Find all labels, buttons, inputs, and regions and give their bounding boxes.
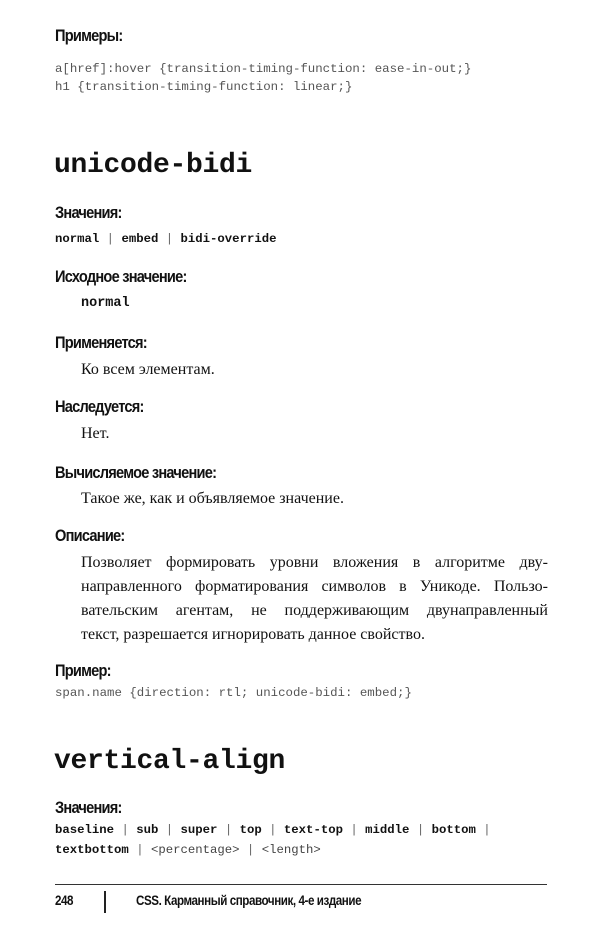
inherited-heading: Наследуется: — [55, 397, 144, 416]
value-placeholder: <length> — [261, 843, 321, 857]
applies-value: Ко всем элементам. — [81, 361, 215, 378]
values-list — [55, 232, 276, 246]
example-code: span.name {direction: rtl; unicode-bidi: embed;} — [55, 686, 412, 700]
values-list-line2: textbottom | <percentage> | <length> — [55, 843, 321, 857]
value-keyword: textbottom — [55, 843, 129, 857]
value-keyword: bottom — [431, 823, 476, 837]
footer-separator — [104, 891, 106, 913]
applies-heading: Применяется: — [55, 333, 147, 352]
computed-heading: Вычисляемое значение: — [55, 463, 217, 482]
initial-heading: Исходное значение: — [55, 267, 187, 286]
description-line: вательским агентам, не поддерживающим двунаправленный — [81, 602, 548, 619]
book-title: CSS. Карманный справочник, 4-е издание — [136, 893, 362, 908]
code-line: h1 {transition-timing-function: linear;} — [55, 80, 353, 94]
value-keyword: baseline — [55, 823, 115, 837]
value-keyword: super — [180, 823, 218, 837]
description-line: Позволяет формировать уровни вложения в алгоритме дву- — [81, 554, 548, 571]
code-line: a[href]:hover {transition-timing-function: ease-in-out;} — [55, 62, 472, 76]
description-heading: Описание: — [55, 526, 125, 545]
separator: | — [165, 232, 174, 246]
inherited-value: Нет. — [81, 425, 110, 442]
value-keyword: text-top — [283, 823, 343, 837]
values-heading: Значения: — [55, 798, 122, 817]
value-keyword: embed — [121, 232, 159, 246]
examples-heading: Примеры: — [55, 26, 123, 45]
values-list-line1: baseline | sub | super | top | text-top | middle | bottom | — [55, 823, 491, 837]
property-title-unicode-bidi: unicode-bidi — [54, 150, 253, 181]
separator: | — [106, 232, 115, 246]
description-line: направленного форматирования символов в Уникоде. Пользо- — [81, 578, 548, 595]
property-title-vertical-align: vertical-align — [54, 746, 286, 777]
initial-value: normal — [81, 296, 130, 311]
value-keyword: middle — [365, 823, 410, 837]
value-keyword: normal — [55, 232, 100, 246]
value-keyword: sub — [136, 823, 159, 837]
values-heading: Значения: — [55, 203, 122, 222]
value-keyword: top — [239, 823, 262, 837]
page-number: 248 — [55, 893, 74, 908]
description-paragraph — [81, 551, 548, 647]
description-line: текст, разрешается игнорировать данное свойство. — [81, 626, 425, 643]
computed-value: Такое же, как и объявляемое значение. — [81, 490, 344, 507]
value-placeholder: <percentage> — [150, 843, 240, 857]
footer-divider — [55, 884, 547, 885]
example-heading: Пример: — [55, 661, 111, 680]
value-keyword: bidi-override — [180, 232, 277, 246]
